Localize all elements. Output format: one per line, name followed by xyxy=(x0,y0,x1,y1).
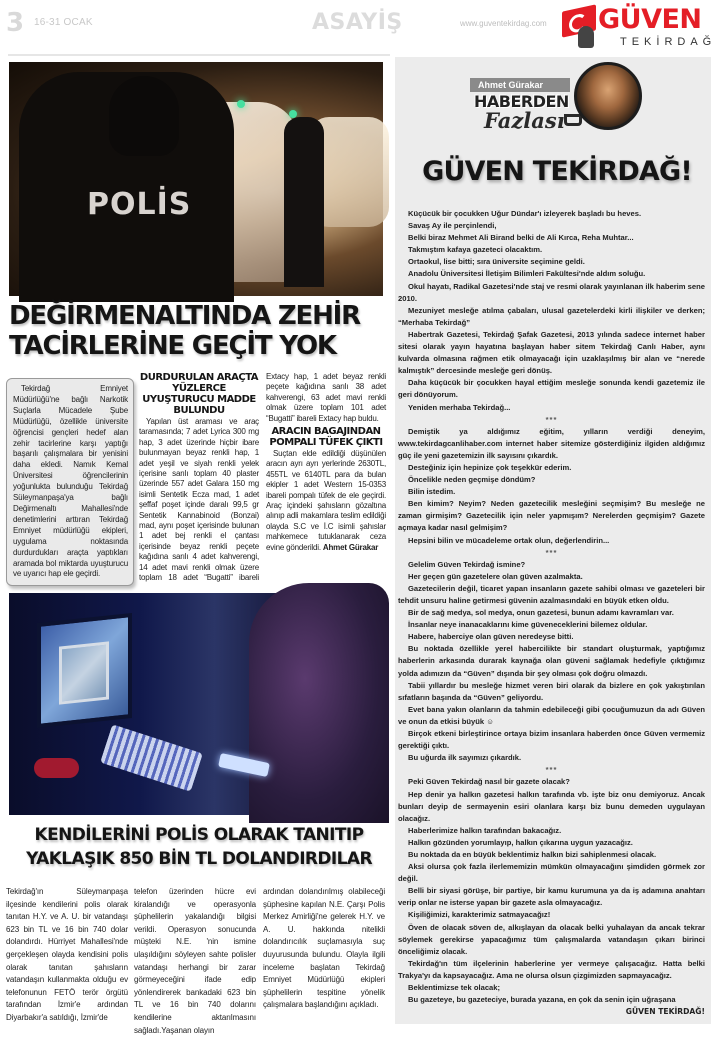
section-title: ASAYİŞ xyxy=(312,10,403,35)
column-paragraph: Daha küçücük bir çocukken hayal ettiğim mesleğe sonunda kendi gazetemiz ile geri dönüyorum. xyxy=(398,378,705,400)
police-checkpoint-photo xyxy=(9,62,383,296)
column-paragraph: Hepsini bilin ve mücadeleme ortak olun, değerlendirin... xyxy=(408,535,610,545)
column-signature: GÜVEN TEKİRDAĞ! xyxy=(625,1007,705,1017)
column-paragraph: Kişiliğimizi, karakterimiz satmayacağız! xyxy=(408,910,551,920)
logo-subtitle: TEKİRDAĞ xyxy=(620,36,717,48)
column-paragraph: Desteğiniz için hepinize çok teşekkür ederim. xyxy=(408,462,572,472)
column-paragraph: Ben kimim? Neyim? Neden gazetecilik mesleğini seçmişim? Bu mesleğe ne zaman girmişim? Gazetecilik için neler yapmışım? Nerelerden geçmişim? Gazete açmaya kadar nasıl gelmişim? xyxy=(398,499,705,533)
column-paragraph: Halkın gözünden yorumlayıp, halkın çıkarına uygun yazacağız. xyxy=(408,837,633,847)
story2-column-2: telefon üzerinden hücre evi kiralandığı ve operasyonla şüphelilerin yakalandığı bilgisi verildi. Operasyon sonucunda müşteki N.E. 'nin ismine ulaşıldığını söyleyen sahte polisler vatandaşı herhangi bir zarar görmeyeceğini ifade edip yönlendirerek bankadaki 623 bin TL ve 16 bin 740 dolarını kendilerine aktarılmasını sağladı.Yaşanan olayın xyxy=(134,887,256,1035)
column-paragraph: Peki Güven Tekirdağ nasıl bir gazete olacak? xyxy=(408,777,570,787)
column-paragraph: Savaş Ay ile perçinlendi, xyxy=(408,221,497,231)
story1-body-2: Suçtan elde edildiği düşünülen aracın ayrı ayrı yerlerinde 2630TL, 455TL ve 6140TL para da bulan ekipler 1 adet Western 15-0353 ibareli pompalı tüfek de ele geçirdi. Araç içindeki şahısların gözaltına alınıp adli makamlara teslim edildiği olayda S.C ve İ.C isimli şahıslar mahkemece tutuklanarak ceza evine gönderildi. xyxy=(266,449,386,552)
column-body xyxy=(398,208,705,1018)
column-paragraph: Hep denir ya halkın gazetesi halkın tarafında vb. işte biz onu demiyoruz. Ancak bunları deyip de sermayenin esiri olanlara karşı biz bunu demeden uygulayan olacağız. xyxy=(398,789,705,823)
column-paragraph: Bir de sağ medya, sol medya, onun gazetesi, bunun adamı kavramları var. xyxy=(408,608,674,618)
column-paragraph: Belki biraz Mehmet Ali Birand belki de Ali Kırca, Reha Muhtar... xyxy=(408,233,634,243)
series-title-top: HABERDEN xyxy=(474,92,569,111)
story1-lead: Tekirdağ Emniyet Müdürlüğü'ne bağlı Narkotik Suçlarla Mücadele Şube Müdürlüğü, özellikle üniversite öğrencisi gençleri hedef alan zehir tacirlerine karşı yaptığı başarılı çalışmalara bir yenisini daha ekledi. Namık Kemal Üniversitesi öğrencilerinin yoğunlukta bulunduğu Tekirdağ Süleymanpaşa'ya bağlı Değirmenaltı Mahallesi'nde denetimlerini arttıran Tekirdağ Emniyet müdürlüğü ekipleri, uygulama noktasında durdurdukları araçta yaptıkları aramada bol miktarda uyuşturucu ve uyarıcı hap ele geçirdi. xyxy=(13,384,128,579)
masthead-logo[interactable] xyxy=(560,4,717,50)
section-separator: *** xyxy=(545,765,558,775)
column-paragraph: Anadolu Üniversitesi İletişim Bilimleri Fakültesi'nde aldım soluğu. xyxy=(408,269,646,279)
mouse-shape xyxy=(34,758,79,778)
story2-column-1: Tekirdağ'ın Süleymanpaşa ilçesinde kendilerini polis olarak tanıtan H.Y. ve A. U. bir vatandaşı 623 bin TL ve 16 bin 740 dolar dolandırdı. Hürriyet Mahallesi'nde gerçekleşen olayda kendisini polis olarak tanıtan şahısların vatandaşın kullanmakta olduğu ev telefonunun FETÖ terör örgütü tarafından İzmir'e ardından Diyarbakır'a satıldığı, İzmir'de xyxy=(6,887,128,1022)
header-divider xyxy=(8,54,390,56)
story1-headline: DEĞİRMENALTINDA ZEHİR TACİRLERİNE GEÇİT YOK xyxy=(9,301,360,361)
column-paragraph: Demiştik ya aldığımız eğitim, yılların verdiği deneyim, www.tekirdagcanlihaber.com internet haber sitemize gösterdiğiniz ilgiden aldığımız güç ile yeni gazetemizin ilk sayısını çıkardık. xyxy=(398,426,705,460)
section-separator: *** xyxy=(545,547,558,557)
column-paragraph: Mezuniyet mesleğe atılma çabaları, ulusal gazetelerdeki kirli ilişkiler ve derken; “Merhaba Tekirdağ” xyxy=(398,305,705,327)
column-paragraph: Her geçen gün gazetelere olan güven azalmakta. xyxy=(408,571,583,581)
column-paragraph: Bu gazeteye, bu gazeteciye, burada yazana, en çok da senin için uğraşana xyxy=(408,995,676,1005)
story1-lead-box xyxy=(6,378,134,586)
column-paragraph: Bu uğurda ilk sayımızı çıkardık. xyxy=(408,753,522,763)
column-paragraph: Birçok etkeni birleştirince ortaya bizim insanlara haberden önce Güven vermemiz gerektiği çıktı. xyxy=(398,729,705,751)
column-paragraph: Aksi olursa çok fazla ilerlememizin mümkün olmayacağını şimdiden görmek zor değil. xyxy=(398,862,705,884)
page-number: 3 xyxy=(6,8,25,38)
column-paragraph: Yeniden merhaba Tekirdağ... xyxy=(408,402,511,412)
column-paragraph: Habertrak Gazetesi, Tekirdağ Şafak Gazetesi, 2013 yılında sadece internet haber sitesi olarak yayın hayatına başlayan haber sitem Tekirdağ Canlı Haber, aynı kulvarda olmasına rağmen etik olmayacağı için uzaklaşılmış bir alan ve “nerede kalmıştık” dercesinde mesleğe geri dönüş. xyxy=(398,329,705,376)
person-silhouette xyxy=(249,583,389,823)
column-paragraph: Habere, haberciye olan güven neredeyse bitti. xyxy=(408,632,574,642)
officer-silhouette xyxy=(19,72,234,302)
column-paragraph: Tekirdağ'ın tüm ilçelerinin haberlerine yer vermeye çalışacağız. Hatta belki Trakya'yı da kapsayacağız. Ama ne olursa olsun çizgimizden sapmayacağız. xyxy=(398,958,705,980)
column-paragraph: Gazetecilerin değil, ticaret yapan insanların gazete sahibi olması ve gazeteleri bir tehdit unsuru haline getirmesi güvenin azalmasındaki en büyük etken oldu. xyxy=(398,583,705,605)
traffic-light-icon xyxy=(237,100,245,108)
column-paragraph: Okul hayatı, Radikal Gazetesi'nde staj ve resmi olarak yayınlanan ilk haberim sene 2010. xyxy=(398,281,705,303)
column-paragraph: Evet bana yakın olanların da tahmin edebileceği gibi çocuğumuzun da adı Güven ve onun da etkisi büyük ☺ xyxy=(398,704,705,726)
column-paragraph: İnsanlar neye inanacaklarını kime güveneceklerini bilemez oldular. xyxy=(408,620,648,630)
story2-headline: KENDİLERİNİ POLİS OLARAK TANITIP YAKLAŞIK 850 BİN TL DOLANDIRDILAR xyxy=(26,825,372,869)
column-paragraph: Ortaokul, lise bitti; sıra üniversite seçimine geldi. xyxy=(408,257,585,267)
coffee-cup-icon xyxy=(564,114,582,126)
columnist-name: Ahmet Gürakar xyxy=(470,78,570,92)
column-paragraph: Bu noktada da en büyük beklentimiz halkın bizi sahiplenmesi olacak. xyxy=(408,849,657,859)
column-paragraph: Öncelikle neden geçmişe döndüm? xyxy=(408,475,536,485)
issue-date: 16-31 OCAK xyxy=(34,17,93,28)
story1-body-1: Yapılan üst araması ve araç taramasında; 7 adet Lyrica 300 mg hap, 3 adet üzerinde hiçbir ibare bulunmayan beyaz renkli hap, 1 adet yeşil ve siyah renkli yelek içerisine sarılı toplam 40 plaster üzerinde 557 adet Galara 150 mg isimli Sentetik Ecza mad, 1 adet şeffaf poşet içinde daralı 99,5 gr Sentetik Kannabinoid (Bonzai) mad, aynı poşet içerisinde bulunan 1 adet bej renkli el çantası içerisinde beyaz renkli peçete kağıdına sarılı 4 adet kahverengi, 14 adet mavi renkli olmak üzere toplam 18 adet “Bugatti” ibareli Extacy hap, 1 adet beyaz renkli peçete kağıdına sarılı 38 adet kahverengi, 63 adet mavi renkli olmak üzere toplam 101 adet “Bugatti” ibareli Extacy hap buldu. xyxy=(139,372,386,583)
column-paragraph: Öven de olacak söven de, alkışlayan da olacak belki yuhalayan da ancak tekrar söylemek gerekirse yapacağımız tüm çalışmalarda vatandaşın çıkarı birinci önceliğimiz olacak. xyxy=(398,922,705,956)
scammer-computer-photo xyxy=(9,593,383,815)
page-header xyxy=(0,0,721,54)
monitor-shape xyxy=(37,613,132,728)
column-paragraph: Takmıştım kafaya gazeteci olacaktım. xyxy=(408,245,543,255)
column-paragraph: Bilin istedim. xyxy=(408,487,456,497)
column-paragraph: Küçücük bir çocukken Uğur Dündar'ı izleyerek başladı bu heves. xyxy=(408,209,642,218)
keyboard-shape xyxy=(100,724,203,791)
story1-byline: Ahmet Gürakar xyxy=(322,542,379,552)
section-separator: *** xyxy=(545,414,558,424)
series-title-bottom: Fazlası xyxy=(484,108,565,133)
column-paragraph: Bu noktada özellikle yerel habercilikte bir standart oluşturmak, yaptığımız haberlerin arkasında durarak kaynağa olan güveni sağlamak hedefiyle çıktığımız yolda adımızın da “Güven” dışında bir şey olması çok doğru olmazdı. xyxy=(398,644,705,678)
story2-column-3: ardından dolandırılmış olabileceği şüphesine kapılan N.E. Çarşı Polis Merkez Amirliği'ne gelerek H.Y. ve A. U. hakkında nitelikli dolandırıcılık suçlamasıyla suç duyurusunda bulundu. Olayla ilgili inceleme başlatan Tekirdağ Emniyet Müdürlüğü ekipleri şüphelilerin tespitine yönelik çalışmalara başlandığını açıkladı. xyxy=(263,887,385,1010)
column-paragraph: Belli bir siyasi görüşe, bir partiye, bir kamu kurumuna ya da iş adamına anahtarı verip onlar ne isterse yapan bir gazete asla olmayacağız. xyxy=(398,886,705,908)
story1-body-2-paragraph xyxy=(266,449,386,553)
column-paragraph: Gelelim Güven Tekirdağ ismine? xyxy=(408,559,526,569)
screen-window xyxy=(59,641,109,704)
story1-body-columns xyxy=(139,372,386,590)
portrait-silhouette-icon xyxy=(578,26,594,48)
logo-wordmark: GÜVEN xyxy=(598,4,702,35)
story1-subhead-1: DURDURULAN ARAÇTA YÜZLERCE UYUŞTURUCU MADDE BULUNDU xyxy=(139,372,259,416)
column-paragraph: Beklentimizse tek olacak; xyxy=(408,983,501,992)
column-paragraph: Tabii yıllardır bu mesleğe hizmet veren biri olarak da bizlere en çok yakıştırılan sıfatların başında da “Güven” geliyordu. xyxy=(398,680,705,702)
column-paragraph: Haberlerimize halkın tarafından bakacağız. xyxy=(408,825,562,835)
polis-jacket-label: POLİS xyxy=(87,187,192,222)
columnist-avatar xyxy=(574,62,642,130)
story1-subhead-2: ARACIN BAGAJINDAN POMPALI TÜFEK ÇIKTI xyxy=(269,426,383,449)
column-badge xyxy=(470,70,640,140)
column-title: GÜVEN TEKİRDAĞ! xyxy=(422,156,692,187)
officer-head xyxy=(109,76,179,156)
website-link[interactable]: www.guventekirdag.com xyxy=(460,19,547,28)
officer-silhouette xyxy=(284,117,324,287)
